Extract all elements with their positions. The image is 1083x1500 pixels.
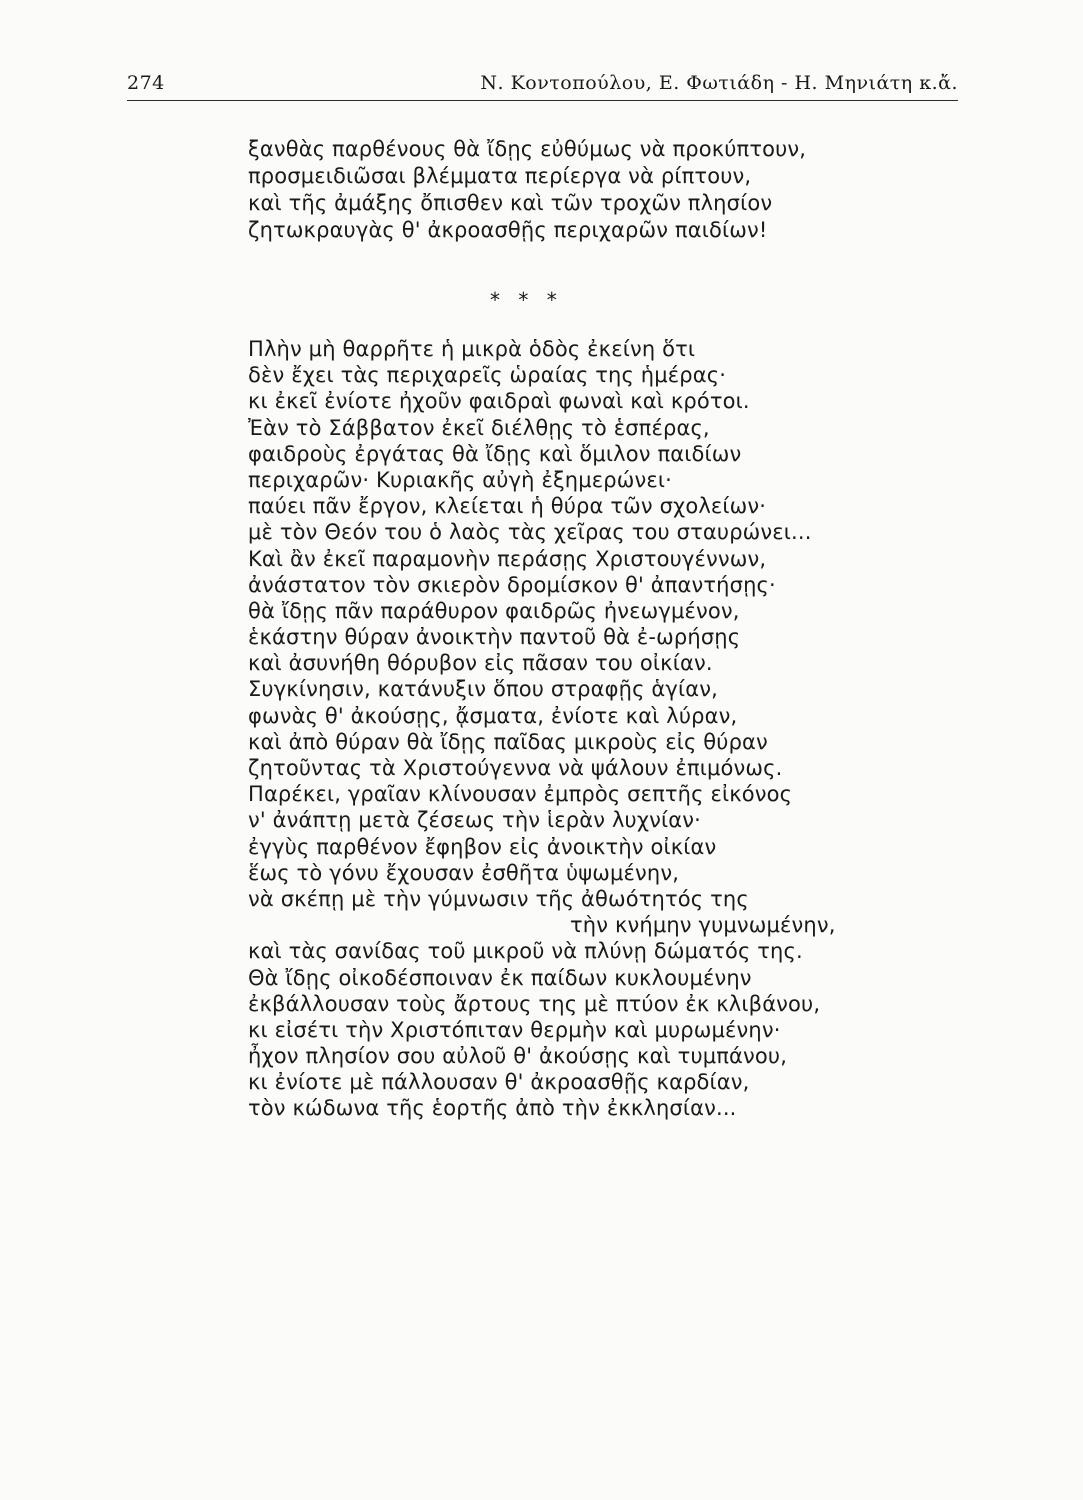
verse-line: κι εἰσέτι τὴν Χριστόπιταν θερμὴν καὶ μυρωμένην· — [248, 1017, 781, 1042]
verse-line: ζητωκραυγὰς θ' ἀκροασθῇς περιχαρῶν παιδίων! — [248, 218, 768, 242]
verse-line: καὶ ἀπὸ θύραν θὰ ἴδῃς παῖδας μικροὺς εἰς θύραν — [248, 729, 768, 754]
verse-line: Παρέκει, γραῖαν κλίνουσαν ἐμπρὸς σεπτῆς εἰκόνος — [248, 782, 793, 807]
section-separator: * * * — [490, 288, 563, 312]
verse-line: τὸν κώδωνα τῆς ἑορτῆς ἀπὸ τὴν ἐκκλησίαν... — [248, 1096, 737, 1121]
verse-line: θὰ ἴδῃς πᾶν παράθυρον φαιδρῶς ἠνεωγμένον, — [248, 598, 740, 623]
verse-line: ἑκάστην θύραν ἀνοικτὴν παντοῦ θὰ ἐ-ωρήσῃς — [248, 625, 741, 650]
verse-line: κι ἐκεῖ ἐνίοτε ἠχοῦν φαιδραὶ φωναὶ καὶ κρότοι. — [248, 389, 750, 414]
verse-line: Πλὴν μὴ θαρρῆτε ἡ μικρὰ ὁδὸς ἐκείνη ὅτι — [248, 337, 696, 361]
verse-line-indented: τὴν κνήμην γυμνωμένην, — [570, 913, 836, 938]
verse-line: ἐκβάλλουσαν τοὺς ἄρτους της μὲ πτύον ἐκ κλιβάνου, — [248, 991, 821, 1016]
verse-line: παύει πᾶν ἔργον, κλείεται ἡ θύρα τῶν σχολείων· — [248, 494, 767, 519]
verse-line: δὲν ἔχει τὰς περιχαρεῖς ὡραίας της ἡμέρας· — [248, 363, 727, 388]
verse-line: Ἐὰν τὸ Σάββατον ἐκεῖ διέλθῃς τὸ ἑσπέρας, — [248, 415, 710, 440]
verse-line: Καὶ ἂν ἐκεῖ παραμονὴν περάσῃς Χριστουγέννων, — [248, 546, 767, 571]
verse-line: νὰ σκέπῃ μὲ τὴν γύμνωσιν τῆς ἀθωότητός της — [248, 886, 749, 911]
verse-line: καὶ τῆς ἀμάξης ὄπισθεν καὶ τῶν τροχῶν πλησίον — [248, 191, 773, 215]
verse-line: κι ἐνίοτε μὲ πάλλουσαν θ' ἀκροασθῇς καρδίαν, — [248, 1070, 750, 1095]
verse-line: ἕως τὸ γόνυ ἔχουσαν ἐσθῆτα ὑψωμένην, — [248, 860, 680, 885]
verse-line: καὶ τὰς σανίδας τοῦ μικροῦ νὰ πλύνῃ δώματός της. — [248, 939, 803, 964]
verse-line: Συγκίνησιν, κατάνυξιν ὅπου στραφῇς ἁγίαν, — [248, 677, 718, 702]
page-header — [127, 70, 958, 101]
verse-line: ἐγγὺς παρθένον ἔφηβον εἰς ἀνοικτὴν οἰκίαν — [248, 834, 717, 859]
verse-line: περιχαρῶν· Κυριακῆς αὐγὴ ἐξημερώνει· — [248, 467, 672, 492]
verse-line: ξανθὰς παρθένους θὰ ἴδῃς εὐθύμως νὰ προκύπτουν, — [248, 137, 807, 161]
page-number: 274 — [127, 72, 165, 94]
verse-line: προσμειδιῶσαι βλέμματα περίεργα νὰ ρίπτουν, — [248, 164, 752, 188]
verse-line: καὶ ἀσυνήθη θόρυβον εἰς πᾶσαν του οἰκίαν. — [248, 651, 713, 676]
verse-line: ἦχον πλησίον σου αὐλοῦ θ' ἀκούσῃς καὶ τυμπάνου, — [248, 1044, 788, 1069]
verse-line: ἀνάστατον τὸν σκιερὸν δρομίσκον θ' ἀπαντήσῃς· — [248, 572, 776, 597]
running-head: Ν. Κοντοπούλου, Ε. Φωτιάδη - Η. Μηνιάτη κ.ἄ. — [480, 72, 958, 94]
verse-line: φαιδροὺς ἐργάτας θὰ ἴδῃς καὶ ὅμιλον παιδίων — [248, 441, 742, 466]
poem-stanza-1 — [248, 136, 928, 244]
verse-line: μὲ τὸν Θεόν του ὁ λαὸς τὰς χεῖρας του σταυρώνει... — [248, 520, 812, 545]
verse-line: φωνὰς θ' ἀκούσῃς, ᾄσματα, ἐνίοτε καὶ λύραν, — [248, 703, 738, 728]
poem-stanza-2 — [248, 336, 938, 1122]
verse-line: ζητοῦντας τὰ Χριστούγεννα νὰ ψάλουν ἐπιμόνως. — [248, 756, 783, 780]
verse-line: ν' ἀνάπτῃ μετὰ ζέσεως τὴν ἱερὰν λυχνίαν· — [248, 808, 701, 833]
verse-line: Θὰ ἴδῃς οἰκοδέσποιναν ἐκ παίδων κυκλουμένην — [248, 965, 752, 990]
